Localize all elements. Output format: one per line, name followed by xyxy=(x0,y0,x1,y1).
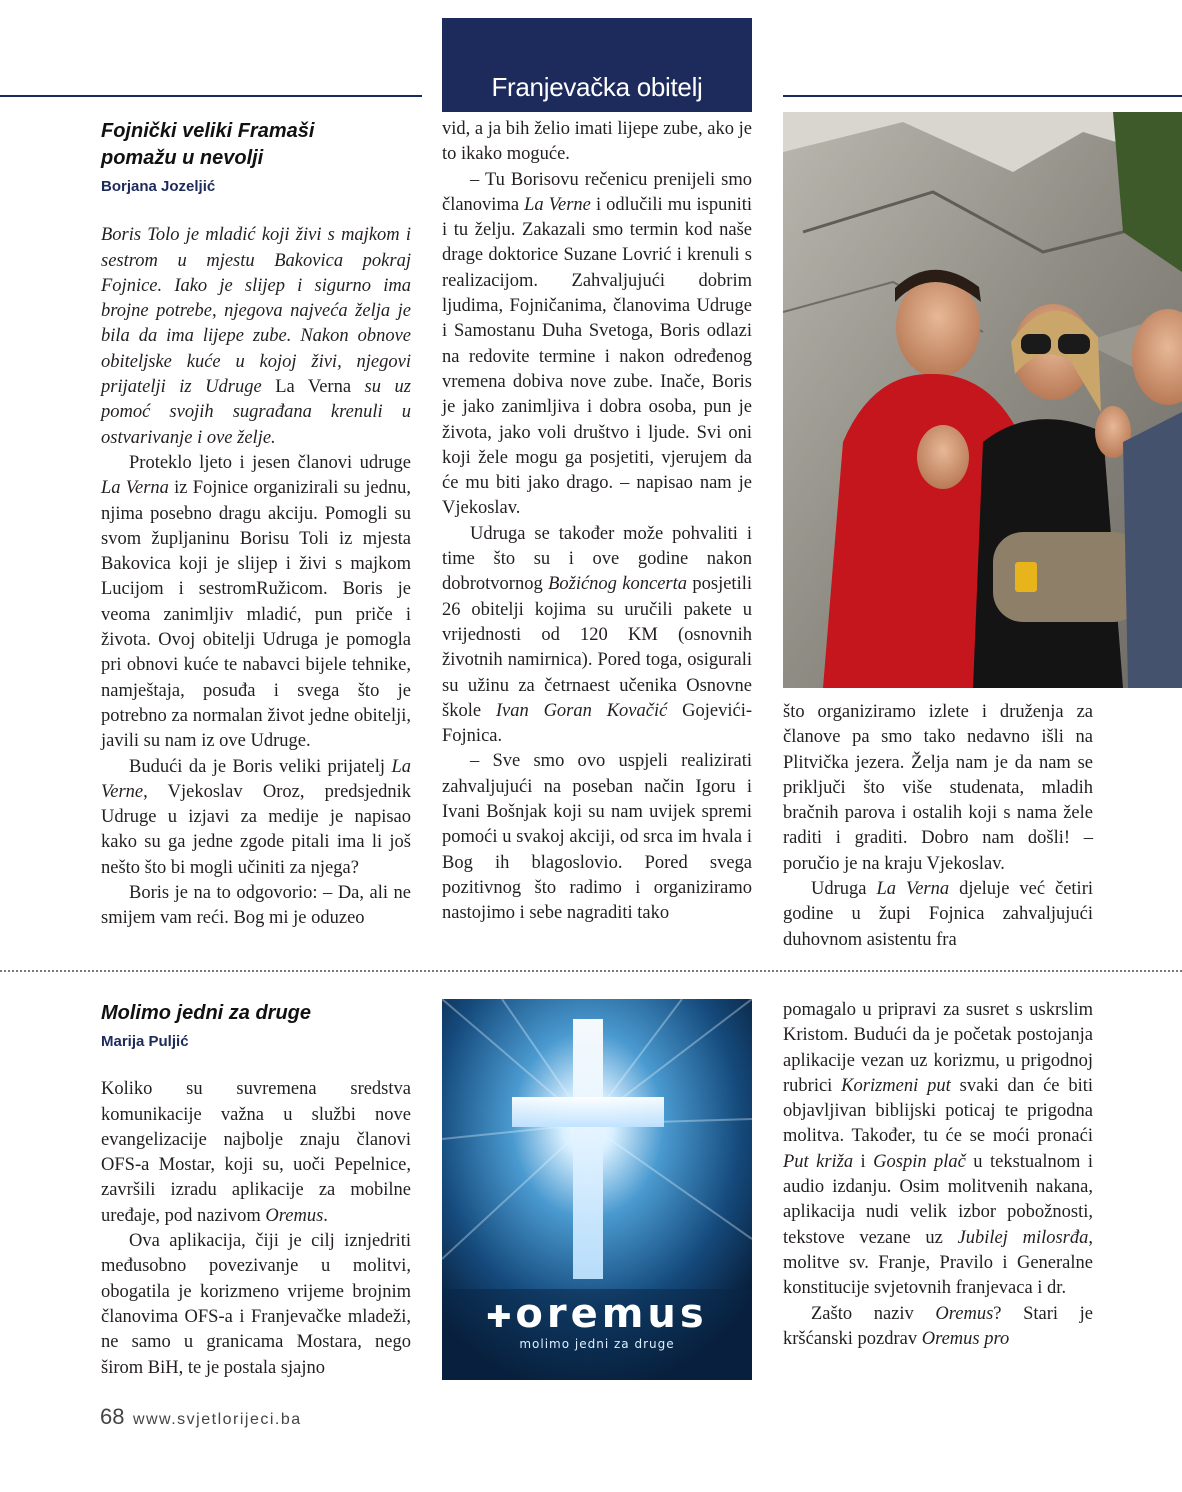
article2-paragraph: Koliko su suvremena sredstva komunikacije važna u službi nove evangelizacije najbolje znaju članovi OFS-a Mostar, koji su, uoči Pepelnice, završili izradu aplikacije za mobilne uređaje, pod nazivom Oremus. xyxy=(101,1079,411,1226)
poster-tagline: molimo jedni za druge xyxy=(519,1337,675,1351)
section-header xyxy=(442,18,752,112)
article1-paragraph: što organiziramo izlete i druženja za članove pa smo tako nedavno išli na Plitvička jezera. Želja nam je da nam se priključi što više studenata, mladih bračnih parova i ostalih koji s nama žele raditi i graditi. Dobro nam došli! – poručio je na kraju Vjekoslav. xyxy=(783,702,1093,874)
article1-col3 xyxy=(783,700,1093,953)
article2-title: Molimo jedni za druge xyxy=(101,1002,312,1024)
article1-lead: Boris Tolo je mladić koji živi s majkom i sestrom u mjestu Bakovica pokraj Fojnice. Iako je slijep i sigurno ima brojne potrebe, njegova najveća želja je bila da ima lijepe zube. Nakon obnove obiteljske kuće u kojoj živi, njegovi prijatelji iz Udruge La Verna su uz pomoć svojih sugrađana krenuli u ostvarivanje i ove želje. xyxy=(101,225,411,448)
section-title: Franjevačka obitelj xyxy=(491,72,703,102)
article1-paragraph: Budući da je Boris veliki prijatelj La Verne, Vjekoslav Oroz, predsjednik Udruge u izjavi za medije je napisao kako su ga jedne zgode pitali ima li još nešto što bi mogli učiniti za njega? xyxy=(101,756,411,878)
article1-paragraph: Boris je na to odgovorio: – Da, ali ne smijem vam reći. Bog mi je oduzeo xyxy=(101,883,411,929)
article2-paragraph: Zašto naziv Oremus? Stari je kršćanski pozdrav Oremus pro xyxy=(783,1303,1093,1349)
article2-paragraph: pomagalo u pripravi za susret s uskrslim Kristom. Budući da je početak postojanja aplikacije vezan uz korizmu, u prigodnoj rubrici Korizmeni put svaki dan će biti objavljivan biblijski poticaj te prigodna molitva. Također, tu će se moći pronaći Put križa i Gospin plač u tekstualnom i audio izdanju. Osim molitvenih nakana, aplikacija nudi velik izbor pobožnosti, tekstove vezane uz Jubilej milosrđa, molitve sv. Franje, Pravilo i Generalne konstitucije svjetovnih franjevaca i dr. xyxy=(783,1000,1094,1299)
article1-paragraph: Proteklo ljeto i jesen članovi udruge La Verna iz Fojnice organizirali su jednu, njima posebno dragu akciju. Pomogli su svom župljaninu Borisu Toli iz mjesta Bakovica koji je slijep i živi s majkom Lucijom i sestromRužicom. Boris je veoma zanimljiv mladić, pun priče i života. Ovoj obitelji Udruga je pomogla pri obnovi kuće te nabavci bijele tehnike, namještaja, posuđa i svega što je potrebno za normalan život jedne obitelji, javili su nam iz ove Udruge. xyxy=(101,452,412,752)
top-rule-left xyxy=(0,95,422,97)
article1-paragraph: Udruga se također može pohvaliti i time što su i ove godine nakon dobrotvornog Božićnog koncerta posjetili 26 obitelji kojima su uručili pakete u vrijednosti od 120 KM (osnovnih životnih namirnica). Pored toga, osigurali su užinu za četrnaest učenika Osnovne škole Ivan Goran Kovačić Gojevići-Fojnica. xyxy=(442,523,752,747)
page-number: 68 xyxy=(100,1404,125,1429)
article1-photo xyxy=(783,112,1182,688)
article1-col1 xyxy=(101,118,411,932)
article2-col3 xyxy=(783,998,1093,1352)
page-footer xyxy=(100,1404,302,1430)
article1-author: Borjana Jozeljić xyxy=(101,178,216,195)
top-rule-right xyxy=(783,95,1182,97)
article2-paragraph: Ova aplikacija, čiji je cilj iznjedriti međusobno povezivanje u molitvi, obogatila je korizmeno vrijeme brojnim članovima OFS-a i Franjevačke mladeži, ne samo u granicama Mostara, nego širom BiH, te je postala sjajno xyxy=(101,1231,411,1378)
article2-col1 xyxy=(101,1000,411,1381)
article1-col2 xyxy=(442,117,752,927)
article1-paragraph: vid, a ja bih želio imati lijepe zube, ako je to ikako moguće. xyxy=(442,119,752,165)
article-separator xyxy=(0,970,1182,972)
poster-cross-icon: ✚ xyxy=(486,1300,516,1335)
oremus-poster xyxy=(442,999,752,1380)
poster-logo: ✚oremus xyxy=(486,1291,708,1337)
group-photo-illustration xyxy=(783,112,1182,688)
article1-paragraph: – Sve smo ovo uspjeli realizirati zahvaljujući na poseban način Igoru i Ivani Bošnjak koji su nam uvijek spremi pomoći u svakoj akciji, od srca im hvala i Bog ih blagoslovio. Pored svega pozitivnog što radimo i organiziramo nastojimo i sebe nagraditi tako xyxy=(442,751,752,924)
article1-paragraph: – Tu Borisovu rečenicu prenijeli smo članovima La Verne i odlučili mu ispuniti i tu želju. Zakazali smo termin kod naše drage doktorice Suzane Lovrić i krenuli s realizacijom. Zahvaljujući dobrim ljudima, Fojničanima, članovima Udruge i Samostanu Duha Svetoga, Boris odlazi na redovite termine i nakon određenog vremena dobiva nove zube. Inače, Boris je jako zanimljiva i dobra osoba, pun je života, jako voli društvo i ljude. Svi oni koji žele mogu ga posjetiti, vjerujem da će mu biti jako drago. – napisao nam je Vjekoslav. xyxy=(442,169,753,519)
article1-paragraph: Udruga La Verna djeluje već četiri godine u župi Fojnica zahvaljujući duhovnom asistentu fra xyxy=(783,879,1093,950)
article2-author: Marija Puljić xyxy=(101,1033,189,1050)
website-url[interactable]: www.svjetlorijeci.ba xyxy=(132,1411,302,1428)
article1-title: Fojnički veliki Framaši pomažu u nevolji xyxy=(101,120,315,169)
